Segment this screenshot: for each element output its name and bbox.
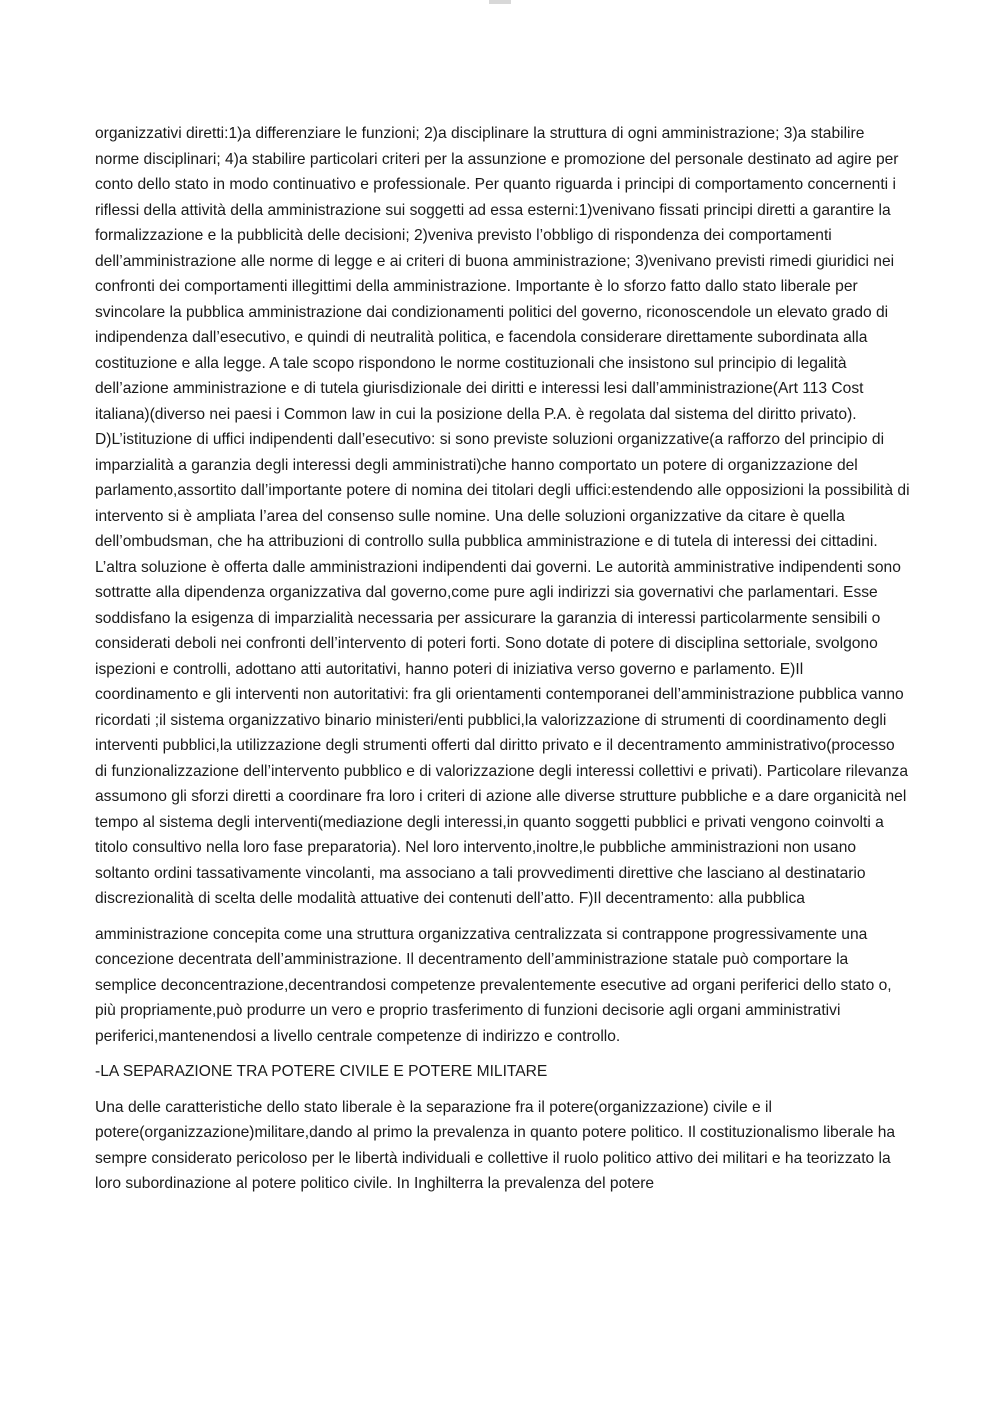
paragraph-organizzazione-amministrativa: organizzativi diretti:1)a differenziare le funzioni; 2)a disciplinare la struttura di ogni amministrazione; 3)a stabilire norme disciplinari; 4)a stabilire particolari criteri per la assunzione e promozione del personale destinato ad agire per conto dello stato in modo continuativo e professionale. Per quanto riguarda i principi di comportamento concernenti i riflessi della attività della amministrazione sui soggetti ad essa esterni:1)venivano fissati principi diretti a garantire la formalizzazione e la pubblicità delle decisioni; 2)veniva previsto l’obbligo di rispondenza dei comportamenti dell’amministrazione alle norme di legge e ai criteri di buona amministrazione; 3)venivano previsti rimedi giuridici nei confronti dei comportamenti illegittimi della amministrazione. Importante è lo sforzo fatto dallo stato liberale per svincolare la pubblica amministrazione dai condizionamenti politici del governo, riconoscendole un elevato grado di indipendenza dall’esecutivo, e quindi di neutralità politica, e facendola considerare direttamente subordinata alla costituzione e alla legge. A tale scopo rispondono le norme costituzionali che insistono sul principio di legalità dell’azione amministrazione e di tutela giurisdizionale dei diritti e interessi lesi dall’amministrazione(Art 113 Cost italiana)(diverso nei paesi i Common law in cui la posizione della P.A. è regolata dal sistema del diritto privato). D)L’istituzione di uffici indipendenti dall’esecutivo: si sono previste soluzioni organizzative(a rafforzo del principio di imparzialità a garanzia degli interessi degli amministrati)che hanno comportato un potere di organizzazione del parlamento,assortito dall’importante potere di nomina dei titolari degli uffici:estendendo alle opposizioni la possibilità di intervento si è ampliata l’area del consenso sulle nomine. Una delle soluzioni organizzative da citare è quella dell’ombudsman, che ha attribuzioni di controllo sulla pubblica amministrazione e di tutela di interessi dei cittadini. L’altra soluzione è offerta dalle amministrazioni indipendenti dai governi. Le autorità amministrative indipendenti sono sottratte alla dipendenza organizzativa dal governo,come pure agli indirizzi sia governativi che parlamentari. Esse soddisfano la esigenza di imparzialità necessaria per assicurare la garanzia di interessi particolarmente sensibili o considerati deboli nei confronti dell’intervento di poteri forti. Sono dotate di potere di disciplina settoriale, svolgono ispezioni e controlli, adottano atti autoritativi, hanno poteri di iniziativa verso governo e parlamento. E)Il coordinamento e gli interventi non autoritativi: fra gli orientamenti contemporanei dell’amministrazione pubblica vanno ricordati ;il sistema organizzativo binario ministeri/enti pubblici,la valorizzazione di strumenti di coordinamento degli interventi pubblici,la utilizzazione degli strumenti offerti dal diritto privato e il decentramento amministrativo(processo di funzionalizzazione dell’intervento pubblico e di valorizzazione degli interessi collettivi e privati). Particolare rilevanza assumono gli sforzi diretti a coordinare fra loro i criteri di azione alle diverse strutture pubbliche e a dare organicità nel tempo al sistema degli interventi(mediazione degli interessi,in quanto soggetti pubblici e privati vengono coinvolti a titolo consultivo nella loro fase preparatoria). Nel loro intervento,inoltre,le pubbliche amministrazioni non usano soltanto ordini tassativamente vincolanti, ma associano a tali provvedimenti direttive che lasciano al destinatario discrezionalità di scelta delle modalità attuative dei contenuti dell’atto. F)Il decentramento: alla pubblica [95, 125, 910, 907]
document-body [95, 121, 910, 1197]
page-header-mark [489, 0, 511, 4]
section-heading: -LA SEPARAZIONE TRA POTERE CIVILE E POTERE MILITARE [95, 1063, 548, 1080]
paragraph-decentramento: amministrazione concepita come una struttura organizzativa centralizzata si contrappone progressivamente una concezione decentrata dell’amministrazione. Il decentramento dell’amministrazione statale può comportare la semplice deconcentrazione,decentrandosi competenze prevalentemente esecutive ad organi periferici dello stato o, più propriamente,può produrre un vero e proprio trasferimento di funzioni decisorie agli organi amministrativi periferici,mantenendosi a livello centrale competenze di indirizzo e controllo. [95, 925, 892, 1045]
paragraph-separazione-poteri: Una delle caratteristiche dello stato liberale è la separazione fra il potere(organizzazione) civile e il potere(organizzazione)militare,dando al primo la prevalenza in quanto potere politico. Il costituzionalismo liberale ha sempre considerato pericoloso per le libertà individuali e collettive il ruolo politico attivo dei militari e ha teorizzato la loro subordinazione al potere politico civile. In Inghilterra la prevalenza del potere [95, 1098, 896, 1192]
